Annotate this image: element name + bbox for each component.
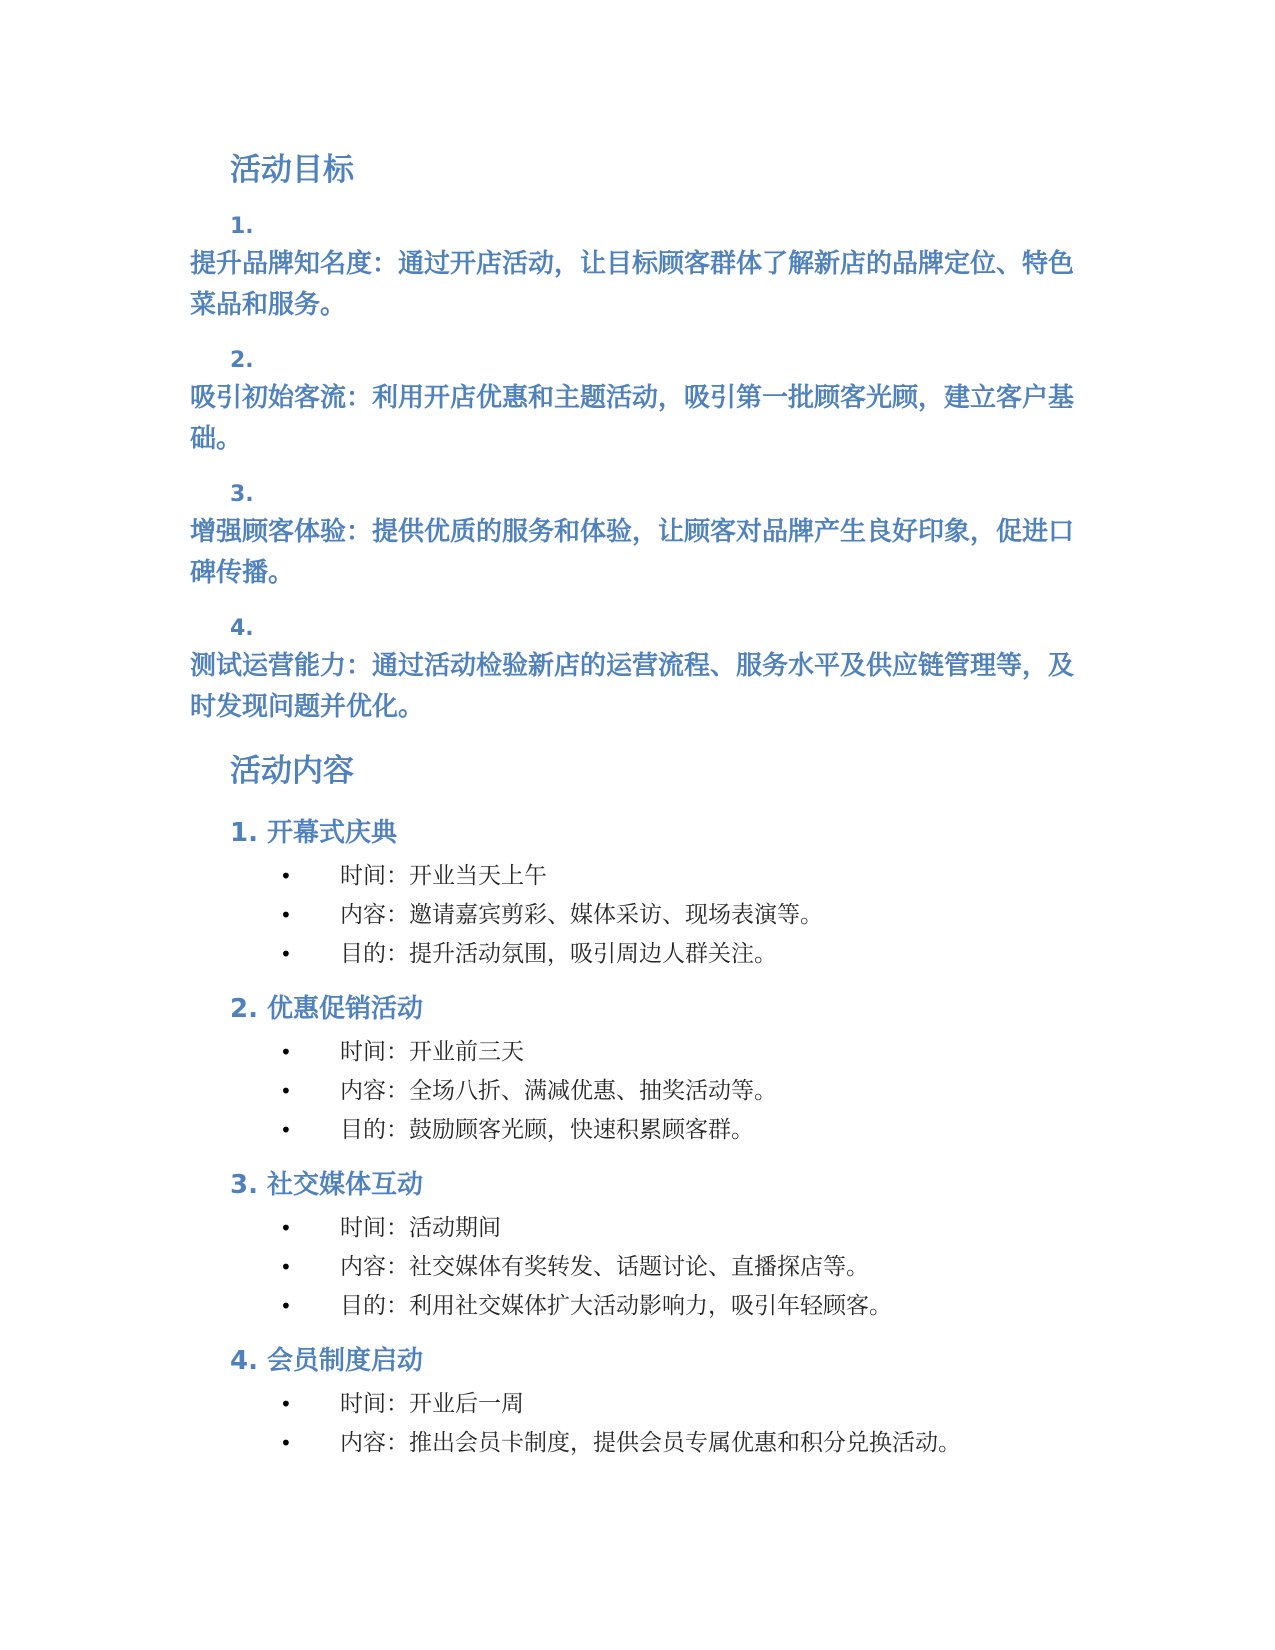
bullet-icon: • bbox=[280, 1255, 292, 1279]
goal-item bbox=[190, 480, 1090, 594]
goal-number: 4. bbox=[230, 616, 254, 641]
content-item-title: 1. 开幕式庆典 bbox=[230, 818, 398, 848]
goal-item bbox=[190, 346, 1090, 460]
content-heading: 活动内容 bbox=[230, 753, 354, 789]
bullet-text: 时间：开业前三天 bbox=[340, 1039, 524, 1065]
bullet-icon: • bbox=[280, 942, 292, 966]
bullet-text: 内容：全场八折、满减优惠、抽奖活动等。 bbox=[340, 1078, 777, 1104]
bullet-icon: • bbox=[280, 1392, 292, 1416]
bullet-icon: • bbox=[280, 1294, 292, 1318]
bullet-text: 目的：提升活动氛围，吸引周边人群关注。 bbox=[340, 941, 777, 967]
bullet-icon: • bbox=[280, 1040, 292, 1064]
bullet-text: 时间：开业后一周 bbox=[340, 1391, 524, 1417]
bullet-text: 目的：利用社交媒体扩大活动影响力，吸引年轻顾客。 bbox=[340, 1293, 892, 1319]
content-item-title: 3. 社交媒体互动 bbox=[230, 1170, 424, 1200]
bullet-text: 内容：邀请嘉宾剪彩、媒体采访、现场表演等。 bbox=[340, 902, 823, 928]
goal-item bbox=[190, 614, 1090, 728]
bullet-icon: • bbox=[280, 1079, 292, 1103]
bullet-icon: • bbox=[280, 903, 292, 927]
bullet-text: 时间：开业当天上午 bbox=[340, 863, 547, 889]
goal-text: 增强顾客体验：提供优质的服务和体验，让顾客对品牌产生良好印象，促进口碑传播。 bbox=[190, 517, 1075, 588]
goal-number: 2. bbox=[230, 348, 254, 373]
content-item-title: 4. 会员制度启动 bbox=[230, 1346, 424, 1376]
content-item-title: 2. 优惠促销活动 bbox=[230, 994, 424, 1024]
goal-item bbox=[190, 212, 1090, 326]
goal-text: 测试运营能力：通过活动检验新店的运营流程、服务水平及供应链管理等，及时发现问题并优化。 bbox=[190, 651, 1075, 722]
goal-text: 吸引初始客流：利用开店优惠和主题活动，吸引第一批顾客光顾，建立客户基础。 bbox=[190, 383, 1075, 454]
bullet-text: 内容：推出会员卡制度，提供会员专属优惠和积分兑换活动。 bbox=[340, 1430, 961, 1456]
bullet-icon: • bbox=[280, 1431, 292, 1455]
bullet-text: 时间：活动期间 bbox=[340, 1215, 501, 1241]
goal-number: 1. bbox=[230, 214, 254, 239]
bullet-icon: • bbox=[280, 1118, 292, 1142]
goal-number: 3. bbox=[230, 482, 254, 507]
bullet-icon: • bbox=[280, 864, 292, 888]
goals-heading: 活动目标 bbox=[230, 152, 354, 188]
bullet-text: 内容：社交媒体有奖转发、话题讨论、直播探店等。 bbox=[340, 1254, 869, 1280]
goal-text: 提升品牌知名度：通过开店活动，让目标顾客群体了解新店的品牌定位、特色菜品和服务。 bbox=[190, 249, 1075, 320]
bullet-text: 目的：鼓励顾客光顾，快速积累顾客群。 bbox=[340, 1117, 754, 1143]
bullet-icon: • bbox=[280, 1216, 292, 1240]
